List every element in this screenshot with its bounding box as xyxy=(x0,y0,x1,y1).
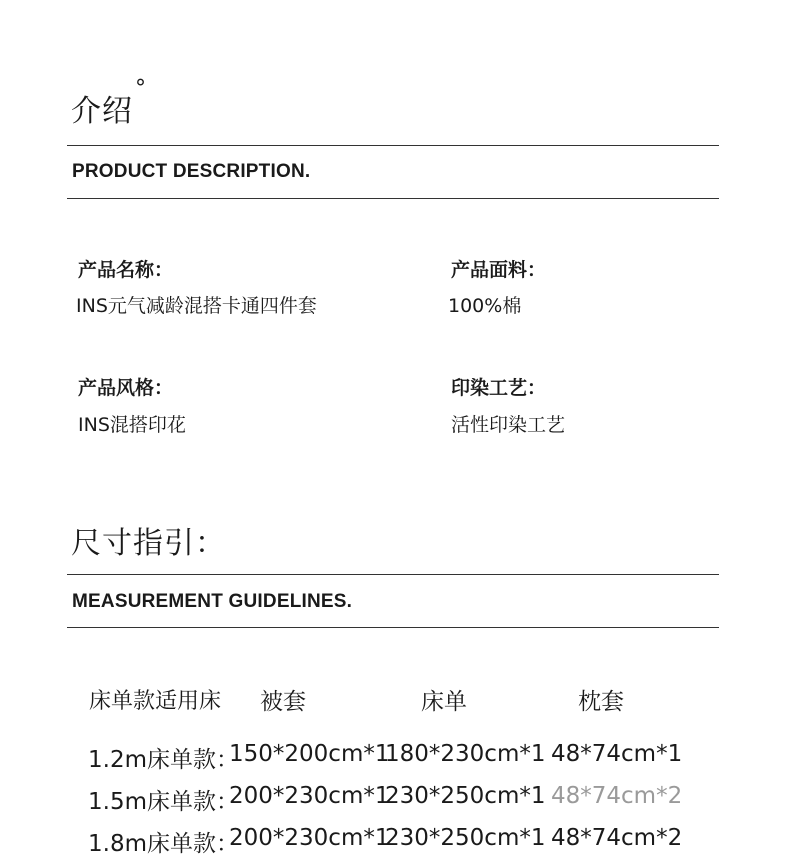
measure-bottom-divider xyxy=(67,627,719,628)
table-row-label: 1.5m床单款： xyxy=(88,789,239,815)
measure-top-divider xyxy=(67,574,719,575)
table-header-bed: 床单款适用床 xyxy=(89,689,222,714)
intro-subtitle: PRODUCT DESCRIPTION. xyxy=(72,161,311,182)
table-header-duvet: 被套 xyxy=(260,689,306,715)
field-value-dyeing: 活性印染工艺 xyxy=(451,414,566,436)
table-cell: 48*74cm*2 xyxy=(551,783,683,809)
measure-subtitle: MEASUREMENT GUIDELINES. xyxy=(72,591,353,612)
table-row-label: 1.2m床单款： xyxy=(88,747,239,773)
degree-mark: ° xyxy=(135,76,147,101)
intro-bottom-divider xyxy=(67,198,719,199)
table-cell: 230*250cm*1 xyxy=(385,825,546,851)
table-cell: 150*200cm*1 xyxy=(229,741,390,767)
field-value-style: INS混搭印花 xyxy=(78,414,186,436)
field-value-fabric: 100%棉 xyxy=(448,295,522,317)
field-label-style: 产品风格： xyxy=(78,377,174,399)
field-label-fabric: 产品面料： xyxy=(451,259,547,281)
table-cell: 230*250cm*1 xyxy=(385,783,546,809)
table-header-sheet: 床单 xyxy=(421,689,467,715)
table-cell: 180*230cm*1 xyxy=(385,741,546,767)
field-label-dyeing: 印染工艺： xyxy=(451,377,547,399)
table-cell: 48*74cm*2 xyxy=(551,825,683,851)
intro-title-text: 介绍 xyxy=(71,94,133,129)
table-cell: 200*230cm*1 xyxy=(229,783,390,809)
table-header-pillowcase: 枕套 xyxy=(578,689,624,715)
intro-top-divider xyxy=(67,145,719,146)
table-cell: 200*230cm*1 xyxy=(229,825,390,851)
field-label-product-name: 产品名称： xyxy=(78,259,174,281)
intro-title xyxy=(71,76,147,130)
measure-title: 尺寸指引： xyxy=(71,526,226,561)
table-cell: 48*74cm*1 xyxy=(551,741,683,767)
table-row-label: 1.8m床单款： xyxy=(88,831,239,857)
field-value-product-name: INS元气减龄混搭卡通四件套 xyxy=(76,295,317,317)
